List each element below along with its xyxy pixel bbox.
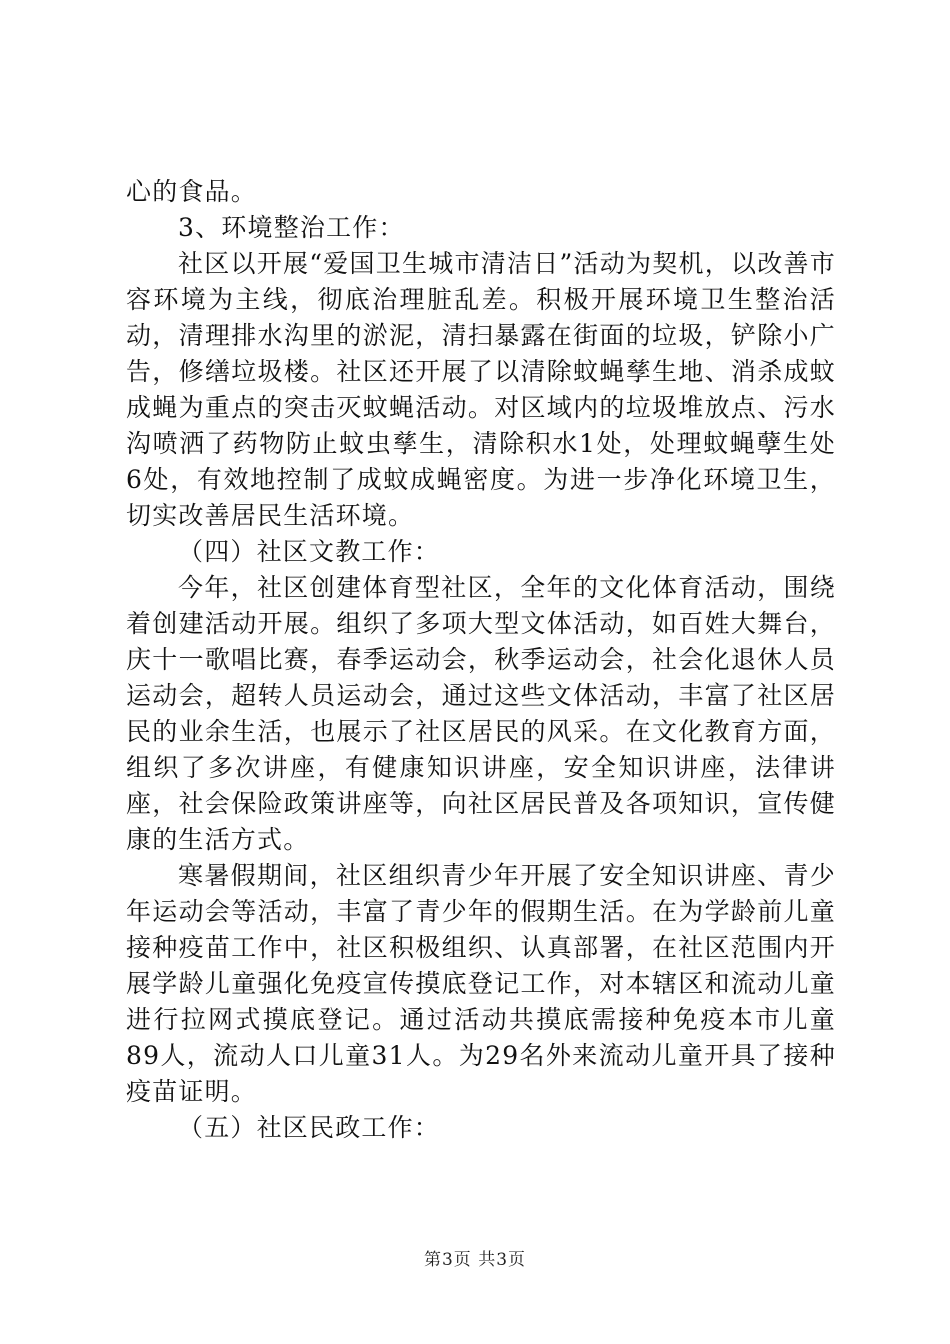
document-body <box>126 174 836 1146</box>
paragraph-environment: 社区以开展“爱国卫生城市清洁日”活动为契机，以改善市容环境为主线，彻底治理脏乱差。积极开展环境卫生整治活动，清理排水沟里的淤泥，清扫暴露在街面的垃圾，铲除小广告，修缮垃圾楼。社区还开展了以清除蚊蝇孳生地、消杀成蚊成蝇为重点的突击灭蚊蝇活动。对区域内的垃圾堆放点、污水沟喷洒了药物防止蚊虫孳生，清除积水1处，处理蚊蝇孽生处6处，有效地控制了成蚊成蝇密度。为进一步净化环境卫生，切实改善居民生活环境。 <box>126 249 836 530</box>
section-heading-civil-affairs: （五）社区民政工作： <box>178 1113 441 1142</box>
section-heading-environment: 3、环境整治工作： <box>178 213 405 242</box>
paragraph-continuation: 心的食品。 <box>126 177 258 206</box>
paragraph-culture-sports: 今年，社区创建体育型社区，全年的文化体育活动，围绕着创建活动开展。组织了多项大型文体活动，如百姓大舞台，庆十一歌唱比赛，春季运动会，秋季运动会，社会化退休人员运动会，超转人员运动会，通过这些文体活动，丰富了社区居民的业余生活，也展示了社区居民的风采。在文化教育方面，组织了多次讲座，有健康知识讲座，安全知识讲座，法律讲座，社会保险政策讲座等，向社区居民普及各项知识，宣传健康的生活方式。 <box>126 573 836 854</box>
section-heading-culture-education: （四）社区文教工作： <box>178 537 441 566</box>
paragraph-youth-vaccination: 寒暑假期间，社区组织青少年开展了安全知识讲座、青少年运动会等活动，丰富了青少年的假期生活。在为学龄前儿童接种疫苗工作中，社区积极组织、认真部署，在社区范围内开展学龄儿童强化免疫宣传摸底登记工作，对本辖区和流动儿童进行拉网式摸底登记。通过活动共摸底需接种免疫本市儿童89人，流动人口儿童31人。为29名外来流动儿童开具了接种疫苗证明。 <box>126 861 836 1106</box>
page-footer: 第3页 共3页 <box>423 1250 527 1270</box>
